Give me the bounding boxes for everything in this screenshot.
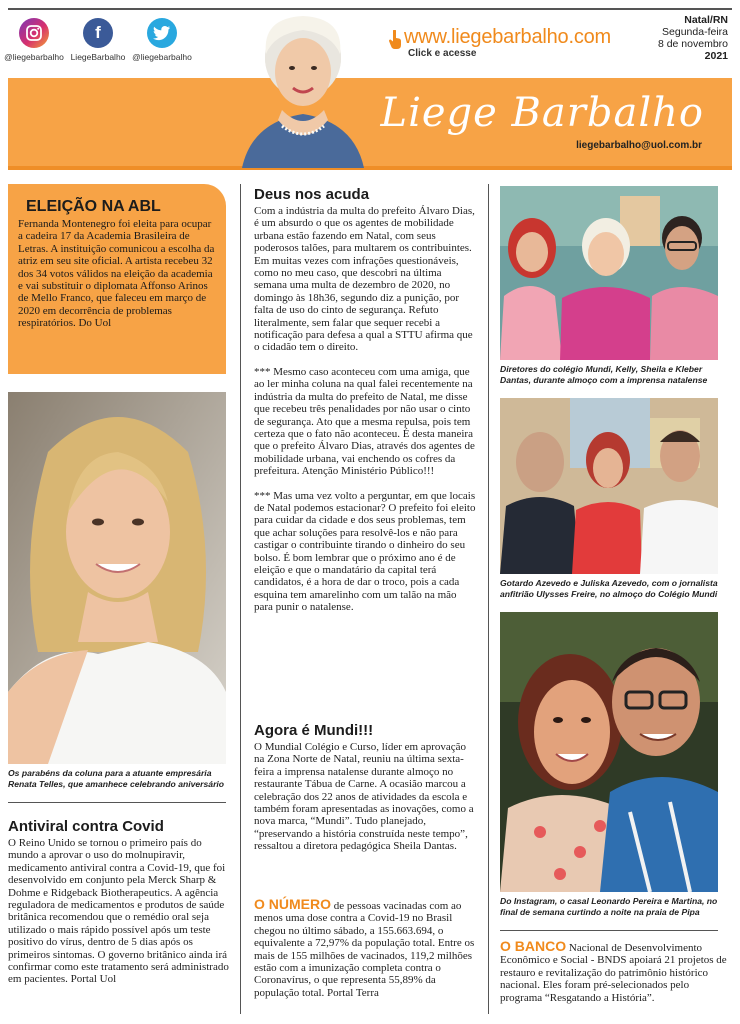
- abl-title: ELEIÇÃO NA ABL: [26, 198, 161, 215]
- numero-lead: O NÚMERO: [254, 896, 331, 912]
- left-divider: [8, 802, 226, 803]
- mundi-text: O Mundial Colégio e Curso, líder em aprovação na Zona Norte de Natal, reuniu na última sexta-feira a imprensa natalense durante almoço no restaurante Tábua de Carne. A ocasião marcou a celebração dos 22 anos de atividades da escola e também foram apresentadas as inovações, como a nova marca, “Mundi”. Tudo planejado, “preservando a história construída neste tempo”, ressaltou a diretora pedagógica Sheila Dantas.: [254, 741, 474, 853]
- contact-email[interactable]: liegebarbalho@uol.com.br: [576, 140, 702, 151]
- facebook-icon: f: [83, 18, 113, 48]
- masthead-title: Liege Barbalho: [380, 90, 704, 136]
- acuda-paragraph-1: Com a indústria da multa do prefeito Álvaro Dias, é um absurdo o que os agentes de mobilidade urbana estão fazendo em Natal, com seus poderosos talões, para multarem os contribuintes. Em muitas vezes com infrações questionáveis, como no meu caso, que descobri na última semana uma multa de dezembro de 2020, no domingo às 18h36, segundo diz a punição, por falta de uso do cinto de segurança. Refuto literalmente, sem falar que sequer recebi a notificação para defesa a qual a STTU afirma que o cidadão tem o direito.: [254, 205, 475, 354]
- covid-title: Antiviral contra Covid: [8, 818, 164, 835]
- mundi-article: [254, 722, 476, 853]
- covid-text: O Reino Unido se tornou o primeiro país do mundo a aprovar o uso do molnupiravir, medicamento antiviral contra a Covid-19, que foi desenvolvido em conjunto pela Merck Sharp & Dohme e Ridgeback Biotherapeutics. A agência reguladora de medicamentos e produtos de saúde britânica recomendou que o remédio oral seja utilizado o mais rápido possível após um teste positivo do vírus, dentro de 5 dias após os primeiros sintomas. O governo britânico ainda irá confirmar como este tratamento será administrado em pacientes. Portal Uol: [8, 837, 229, 986]
- dateline-year: 2021: [704, 50, 728, 62]
- renata-telles-photo: [8, 392, 226, 764]
- banco-text: Nacional de Desenvolvimento Econômico e Social - BNDS apoiará 21 projetos de restauro e revitalização do patrimônio histórico nacional. Eles foram pré-selecionados pelo programa “Resgatando a História”.: [500, 942, 727, 1004]
- twitter-handle: @liegebarbalho: [132, 52, 192, 62]
- facebook-link[interactable]: [68, 18, 128, 62]
- pointing-hand-icon: [388, 30, 402, 50]
- mundi-directors-caption: Diretores do colégio Mundi, Kelly, Sheila e Kleber Dantas, durante almoço com a imprensa natalense: [500, 364, 708, 385]
- facebook-handle: LiegeBarbalho: [70, 52, 126, 62]
- mundi-directors-photo: [500, 186, 718, 360]
- mundi-guests-photo: [500, 398, 718, 574]
- instagram-handle: @liegebarbalho: [4, 52, 64, 62]
- column-rule-left: [240, 184, 241, 1014]
- mundi-guests-caption: Gotardo Azevedo e Juliska Azevedo, com o jornalista anfitrião Ulysses Freire, no almoço do Colégio Mundi: [500, 578, 718, 599]
- dateline: [658, 14, 728, 62]
- right-divider: [500, 930, 718, 931]
- site-url: www.liegebarbalho.com: [404, 26, 612, 48]
- pipa-couple-caption: Do Instagram, o casal Leonardo Pereira e Martina, no final de semana curtindo a noite na praia de Pipa: [500, 896, 718, 917]
- banco-note: [500, 940, 728, 1004]
- site-link[interactable]: [388, 26, 612, 59]
- acuda-article: [254, 186, 476, 614]
- banco-lead: O BANCO: [500, 938, 567, 954]
- renata-telles-caption: Os parabéns da coluna para a atuante empresária Renata Telles, que amanhece celebrando aniversário: [8, 768, 225, 789]
- twitter-icon: [147, 18, 177, 48]
- twitter-link[interactable]: [132, 18, 192, 62]
- dateline-weekday: Segunda-feira: [662, 26, 728, 38]
- acuda-title: Deus nos acuda: [254, 186, 370, 203]
- numero-text: de pessoas vacinadas com ao menos uma dose contra a Covid-19 no Brasil chegou no último sábado, a 155.663.694, o equivalente a 72,97% da população total. Entre os mais de 155 milhões de vacinados, 119,2 milhões estão com a imunização completa contra o Coronavírus, o que representa 55,89% da população total. Portal Terra: [254, 900, 475, 999]
- column-rule-right: [488, 184, 489, 1014]
- site-cta: Click e acesse: [408, 48, 477, 59]
- pipa-couple-photo: [500, 612, 718, 892]
- mundi-title: Agora é Mundi!!!: [254, 722, 374, 739]
- instagram-link[interactable]: [4, 18, 64, 62]
- acuda-paragraph-3: *** Mas uma vez volto a perguntar, em que locais de Natal podemos estacionar? O prefeito foi eleito para cuidar da cidade e dos seus problemas, tem que achar soluções para resolvê-los e não para castigar o contribuinte tirando o dinheiro do seu bolso. É bom lembrar que o próximo ano é de eleição e que o mandatário da capital terá candidatos, é a hora de dar o troco, pois a cada esquina tem amarelinho com um talão na mão para punir o natalense.: [254, 489, 476, 614]
- dateline-date: 8 de novembro: [657, 38, 728, 50]
- numero-note: [254, 898, 476, 999]
- instagram-icon: [19, 18, 49, 48]
- acuda-paragraph-2: *** Mesmo caso aconteceu com uma amiga, que ao ler minha coluna na qual falei recentemente na indústria da multa do prefeito de Natal, me disse que recebeu três penalidades por não usar o cinto de segurança. Ato que a mesma repulsa, pois tem certeza que o fato não aconteceu. É desta maneira que o prefeito Álvaro Dias, através dos agentes de mobilidade urbana, vai enchendo os cofres da prefeitura. Atenção Ministério Público!!!: [254, 365, 475, 478]
- columnist-portrait-overlay: [232, 10, 374, 168]
- covid-article: [8, 818, 230, 986]
- abl-election-box: [8, 184, 226, 374]
- dateline-city: Natal/RN: [684, 14, 728, 26]
- abl-text: Fernanda Montenegro foi eleita para ocupar a cadeira 17 da Academia Brasileira de Letras. A instituição comunicou a escolha da atriz em seu site oficial. A artista recebeu 32 dos 34 votos válidos na eleição da academia e vai substituir o diplomata Affonso Arinos de Mello Franco, que faleceu em março de 2020 em decorrência de problemas respiratórios. Do Uol: [18, 218, 215, 330]
